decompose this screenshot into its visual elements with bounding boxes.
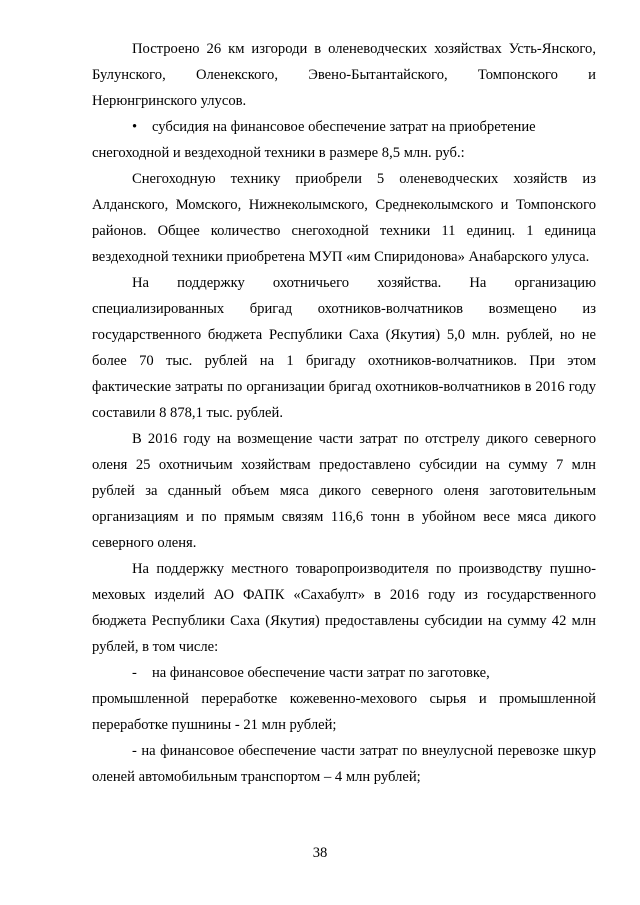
paragraph-snowmobile-purchase: Снегоходную технику приобрели 5 оленеводческих хозяйств из Алданского, Момского, Нижнеколымского, Среднеколымского и Томпонского районов. Общее количество снегоходной техники 11 единиц. 1 единица вездеходной техники приобретена МУП «им Спиридонова» Анабарского улуса. [92, 171, 596, 265]
dash-item-continuation: промышленной переработке кожевенно-мехового сырья и промышленной переработке пушнины - 21 млн рублей; [92, 691, 596, 733]
page-number: 38 [312, 845, 328, 861]
dash-icon: - [132, 665, 137, 681]
paragraph-fur-producer-support: На поддержку местного товаропроизводителя по производству пушно-меховых изделий АО ФАПК «Сахабулт» в 2016 году из государственного бюджета Республики Саха (Якутия) предоставлены субсидии на сумму 42 млн рублей, в том числе: [92, 561, 596, 655]
dash-item-text: на финансовое обеспечение части затрат по заготовке, [152, 665, 490, 681]
bullet-icon: • [132, 119, 138, 135]
bullet-item-snowmobile-subsidy [92, 114, 596, 140]
paragraph-hide-transport: - на финансовое обеспечение части затрат по внеулусной перевозке шкур оленей автомобильным транспортом – 4 млн рублей; [92, 743, 596, 785]
body-text [92, 36, 596, 790]
paragraph-reindeer-hunting: В 2016 году на возмещение части затрат по отстрелу дикого северного оленя 25 охотничьим хозяйствам предоставлено субсидии на сумму 7 млн рублей за сданный объем мяса дикого северного оленя заготовительным организациям и по прямым связям 116,6 тонн в убойном весе мяса дикого северного оленя. [92, 431, 596, 551]
paragraph-hunting-support: На поддержку охотничьего хозяйства. На организацию специализированных бригад охотников-волчатников возмещено из государственного бюджета Республики Саха (Якутия) 5,0 млн. рублей, но не более 70 тыс. рублей на 1 бригаду охотников-волчатников. При этом фактические затраты по организации бригад охотников-волчатников в 2016 году составили 8 878,1 тыс. рублей. [92, 275, 596, 421]
bullet-item-text: субсидия на финансовое обеспечение затрат на приобретение [152, 119, 536, 135]
paragraph-fence-construction: Построено 26 км изгороди в оленеводческих хозяйствах Усть-Янского, Булунского, Оленекского, Эвено-Бытантайского, Томпонского и Нерюнгринского улусов. [92, 41, 596, 109]
dash-item-fur-processing [92, 660, 596, 686]
bullet-item-continuation: снегоходной и вездеходной техники в размере 8,5 млн. руб.: [92, 145, 465, 161]
